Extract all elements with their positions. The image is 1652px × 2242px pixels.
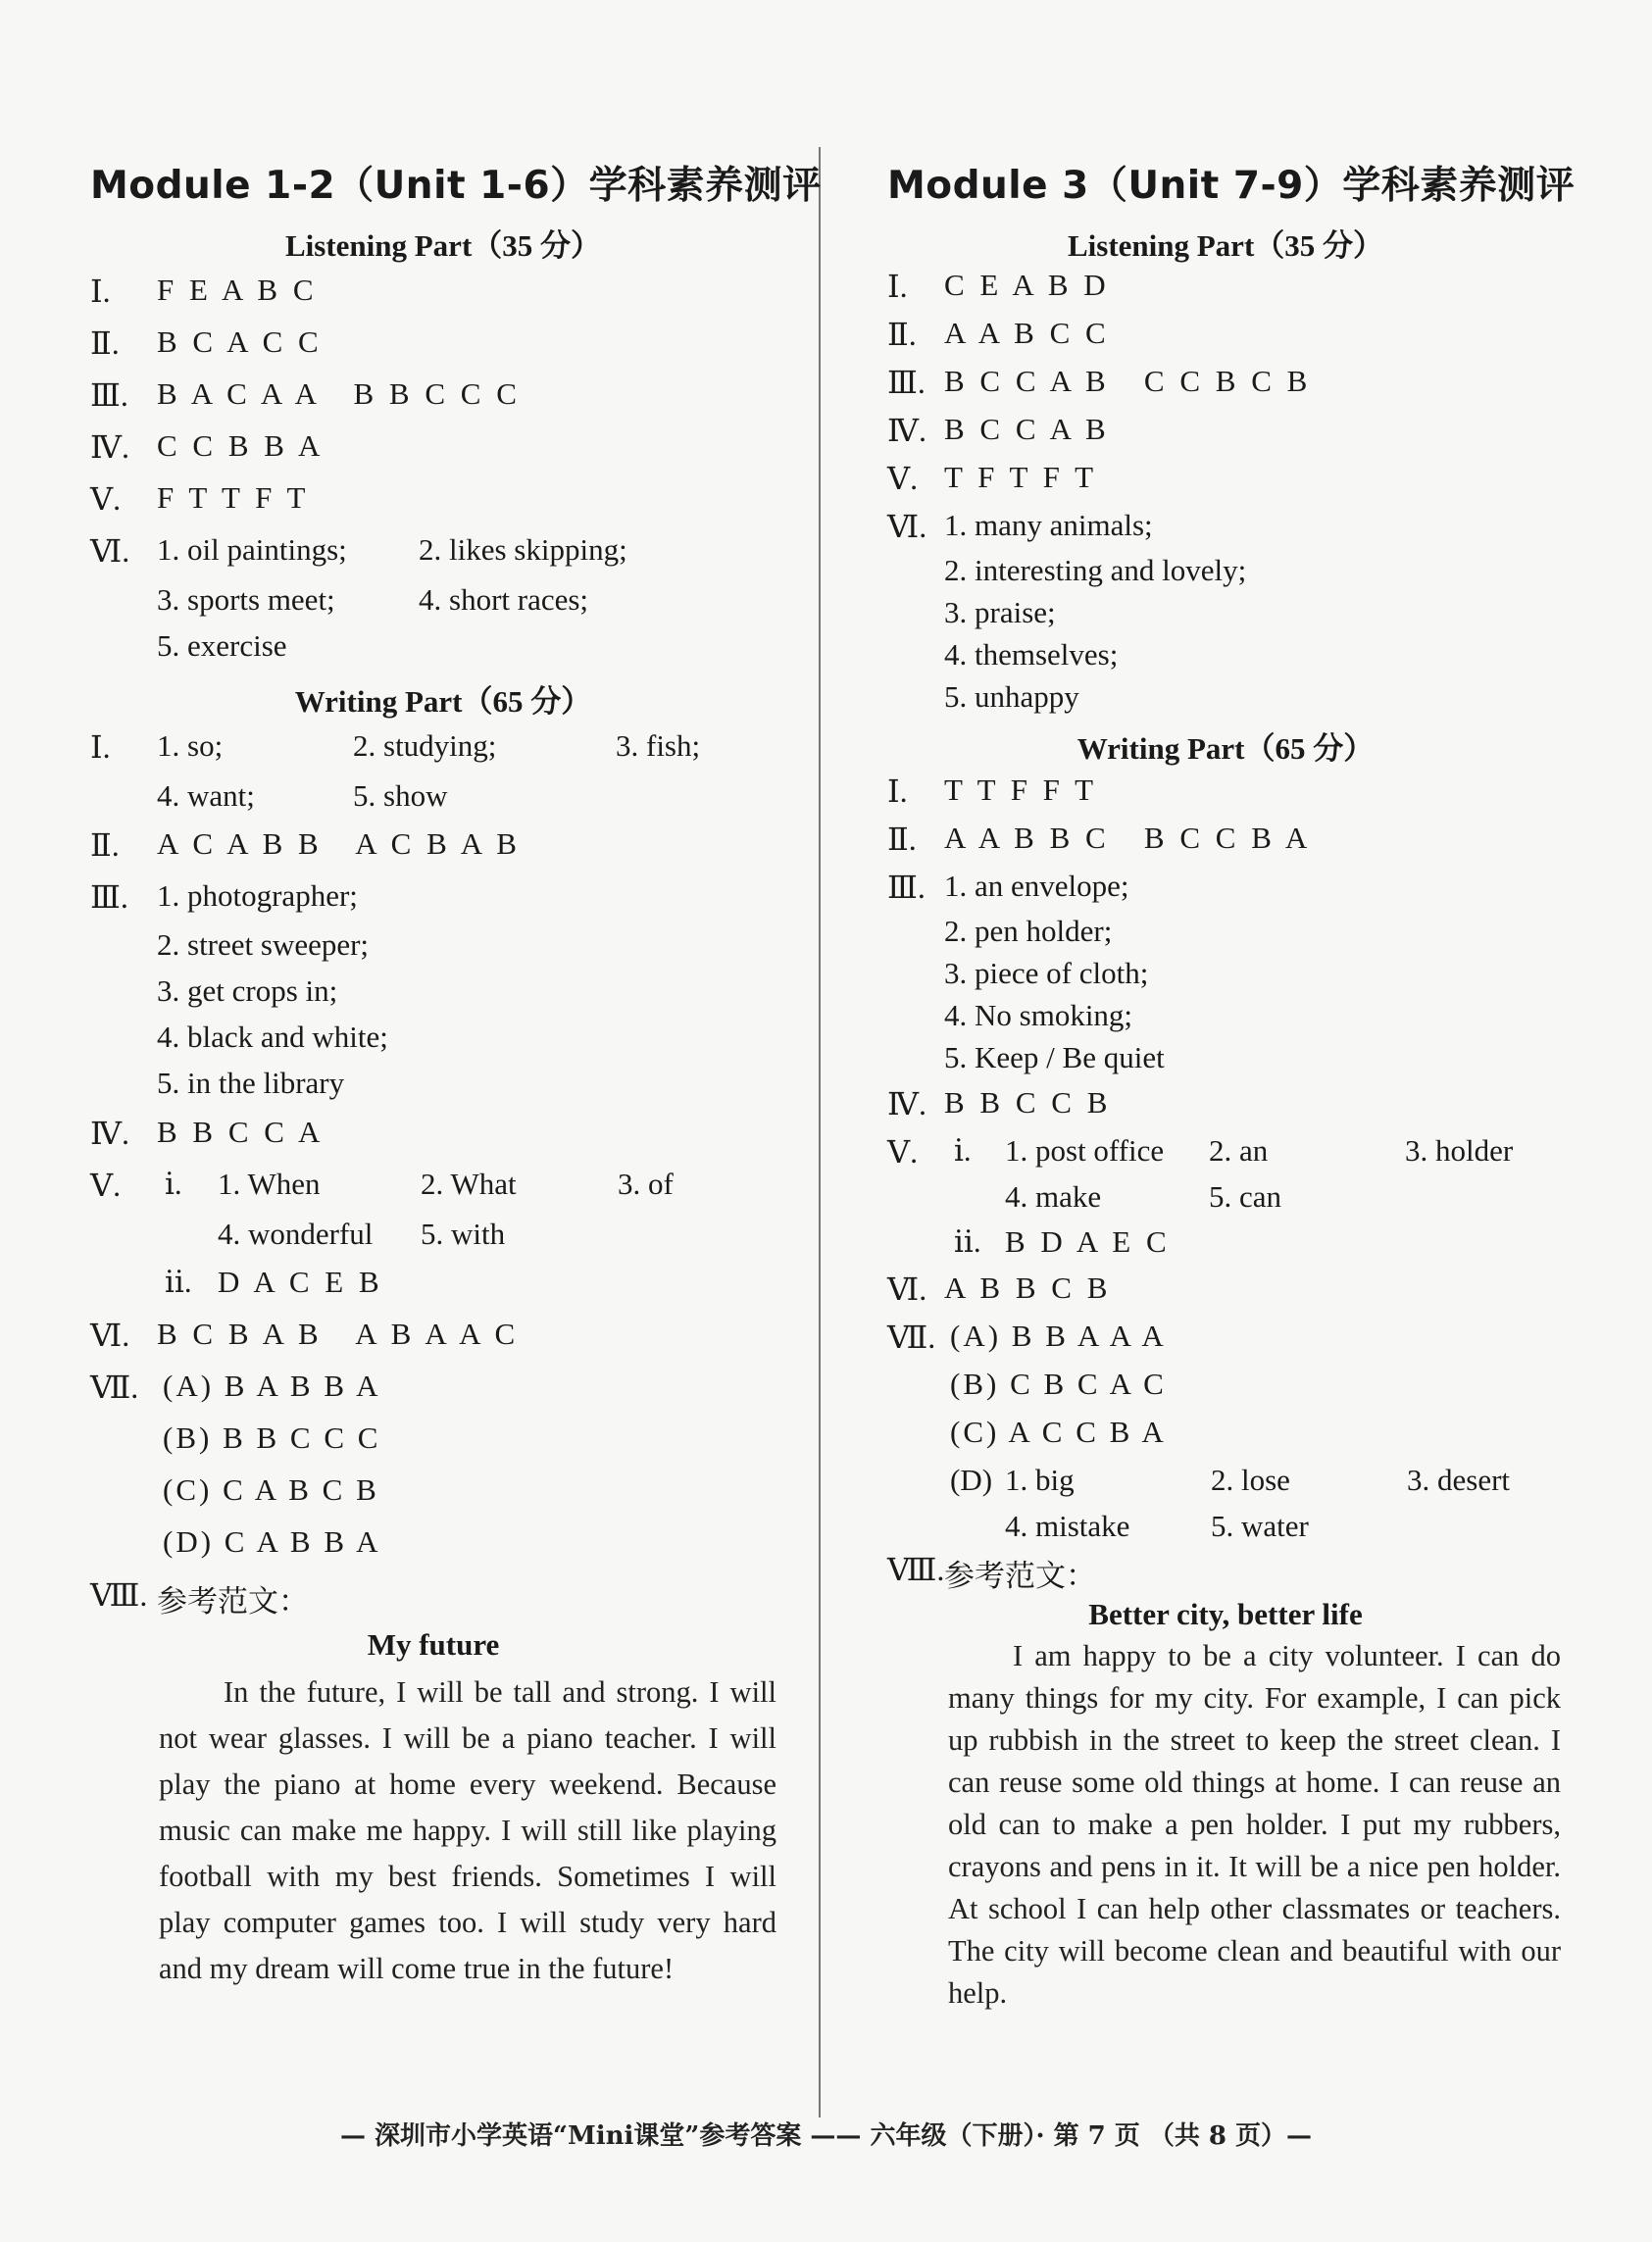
left-writing-3: Ⅲ. 1. photographer; 2. street sweeper; 3. get crops in; 4. black and white; 5. in the library xyxy=(90,878,388,1100)
right-module-title: Module 3（Unit 7-9）学科素养测评 xyxy=(887,164,1576,208)
left-listening-6: Ⅵ. 1. oil paintings; 2. likes skipping; 3. sports meet; 4. short races; 5. exercise xyxy=(90,532,627,663)
right-writing-5: Ⅴ. ⅰ. 1. post office 2. an 3. holder 4. make 5. can ⅱ. B D A E C xyxy=(887,1133,1514,1259)
left-listening-title: Listening Part（35 分） xyxy=(284,228,602,263)
left-writing-5: Ⅴ. ⅰ. 1. When 2. What 3. of 4. wonderful 5. with ⅱ. D A C E B xyxy=(90,1167,674,1299)
right-listening-title: Listening Part（35 分） xyxy=(1067,228,1384,263)
left-writing-title: Writing Part（65 分） xyxy=(294,684,592,719)
right-writing-title: Writing Part（65 分） xyxy=(1076,731,1375,766)
left-writing-1: Ⅰ. 1. so; 2. studying; 3. fish; 4. want; 5. show xyxy=(90,728,701,813)
left-module-title: Module 1-2（Unit 1-6）学科素养测评 xyxy=(90,164,822,208)
left-writing-7: Ⅶ. (A) B A B B A (B) B B C C C (C) C A B C B (D) C A B B A xyxy=(90,1369,381,1559)
right-essay-body: I am happy to be a city volunteer. I can do many things for my city. For example, I can pick up rubbish in the street to keep the street clean. I can reuse some old things at home. I can reuse an old can to make a pen holder. I put my rubbers, crayons and pens in it. It will be a nice pen holder. At school I can help other classmates or teachers. The city will become clean and beautiful with our help. xyxy=(948,1639,1561,2010)
left-essay-title: My future xyxy=(367,1627,500,1662)
right-listening-6: Ⅵ. 1. many animals; 2. interesting and lovely; 3. praise; 4. themselves; 5. unhappy xyxy=(887,508,1247,714)
right-essay-title: Better city, better life xyxy=(1088,1597,1363,1631)
left-essay-body: In the future, I will be tall and strong. I will not wear glasses. I will be a piano teacher. I will play the piano at home every weekend. Because music can make me happy. I will still like playing football with my best friends. Sometimes I will play computer games too. I will study very hard and my dream will come true in the future! xyxy=(159,1675,776,1985)
right-writing-3: Ⅲ. 1. an envelope; 2. pen holder; 3. piece of cloth; 4. No smoking; 5. Keep / Be quiet xyxy=(887,869,1165,1074)
column-divider xyxy=(819,147,821,2117)
right-writing-7: Ⅶ. (A) B B A A A (B) C B C A C (C) A C C B A (D) 1. big 2. lose 3. desert 4. mistake 5. water xyxy=(887,1319,1511,1543)
page-footer: — 深圳市小学英语“Mini课堂”参考答案 —— 六年级（下册）· 第 7 页 （共 8 页）— xyxy=(339,2121,1313,2151)
